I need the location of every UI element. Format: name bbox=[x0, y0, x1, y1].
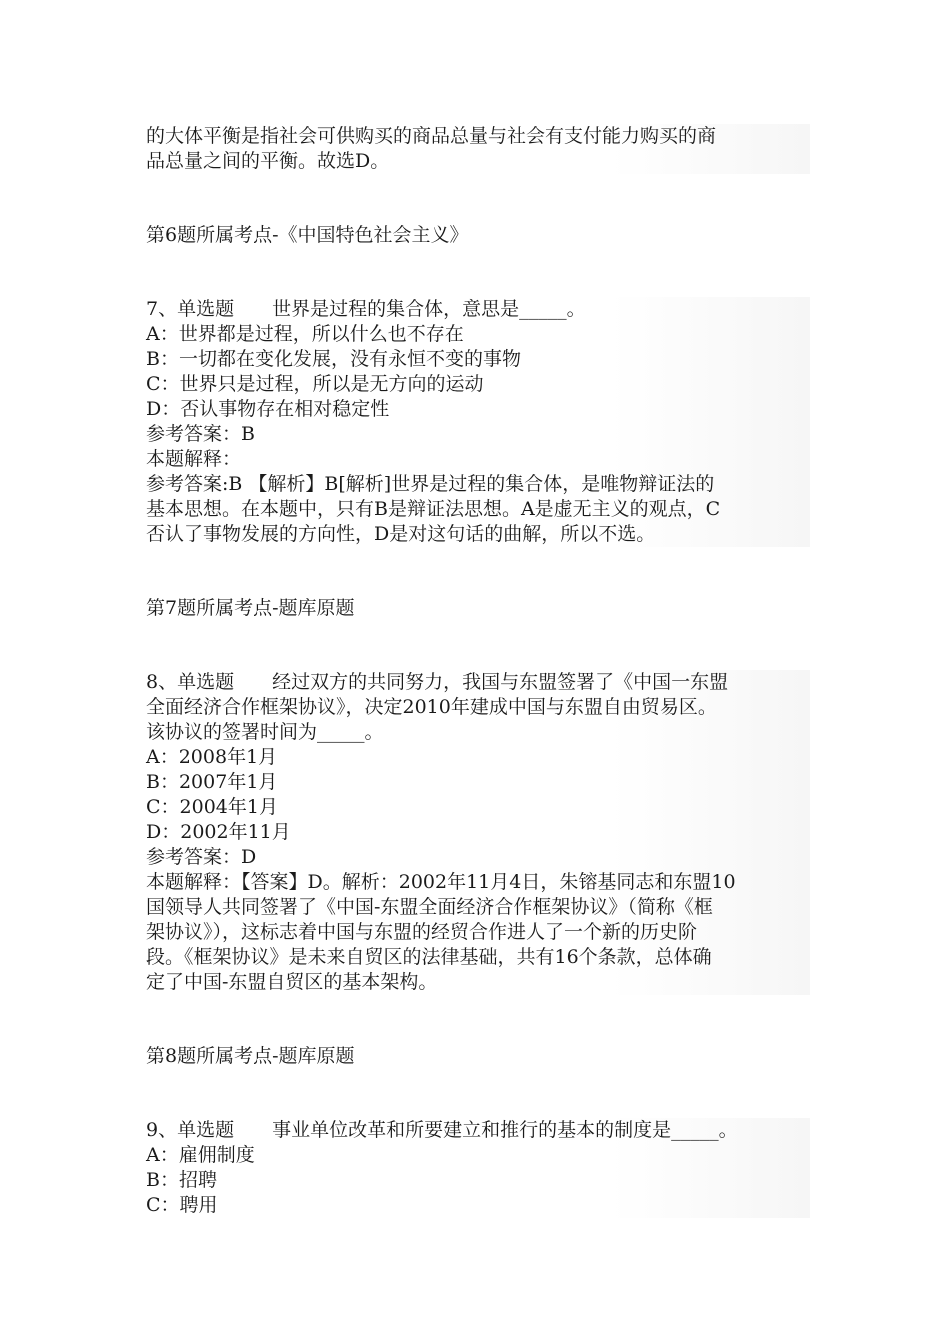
question-7 bbox=[146, 297, 810, 547]
option-b: B：2007年1月 bbox=[146, 770, 810, 795]
option-b: B：招聘 bbox=[146, 1168, 810, 1193]
question-stem: 8、单选题 经过双方的共同努力，我国与东盟签署了《中国一东盟 bbox=[146, 670, 810, 695]
intro-paragraph bbox=[146, 124, 810, 174]
question-8 bbox=[146, 670, 810, 995]
topic-8-heading: 第8题所属考点-题库原题 bbox=[146, 1045, 355, 1067]
option-a: A：雇佣制度 bbox=[146, 1143, 810, 1168]
option-a: A：世界都是过程，所以什么也不存在 bbox=[146, 322, 810, 347]
option-d: D：2002年11月 bbox=[146, 820, 810, 845]
explain-line: 架协议》），这标志着中国与东盟的经贸合作进人了一个新的历史阶 bbox=[146, 920, 810, 945]
text-line: 品总量之间的平衡。故选D。 bbox=[146, 149, 810, 174]
option-a: A：2008年1月 bbox=[146, 745, 810, 770]
option-c: C：聘用 bbox=[146, 1193, 810, 1218]
explain-line: 段。《框架协议》是未来自贸区的法律基础，共有16个条款，总体确 bbox=[146, 945, 810, 970]
explain-line: 否认了事物发展的方向性，D是对这句话的曲解，所以不选。 bbox=[146, 522, 810, 547]
question-stem: 9、单选题 事业单位改革和所要建立和推行的基本的制度是_____。 bbox=[146, 1118, 810, 1143]
question-9 bbox=[146, 1118, 810, 1218]
option-b: B：一切都在变化发展，没有永恒不变的事物 bbox=[146, 347, 810, 372]
question-stem: 该协议的签署时间为_____。 bbox=[146, 720, 810, 745]
explain-label: 本题解释： bbox=[146, 447, 810, 472]
text-line: 的大体平衡是指社会可供购买的商品总量与社会有支付能力购买的商 bbox=[146, 124, 810, 149]
explain-line: 基本思想。在本题中，只有B是辩证法思想。A是虚无主义的观点，C bbox=[146, 497, 810, 522]
answer: 参考答案：B bbox=[146, 422, 810, 447]
option-c: C：世界只是过程，所以是无方向的运动 bbox=[146, 372, 810, 397]
topic-6-heading: 第6题所属考点-《中国特色社会主义》 bbox=[146, 224, 469, 246]
explain-line: 定了中国-东盟自贸区的基本架构。 bbox=[146, 970, 810, 995]
option-c: C：2004年1月 bbox=[146, 795, 810, 820]
question-stem: 全面经济合作框架协议》，决定2010年建成中国与东盟自由贸易区。 bbox=[146, 695, 810, 720]
topic-7-heading: 第7题所属考点-题库原题 bbox=[146, 597, 355, 619]
option-d: D：否认事物存在相对稳定性 bbox=[146, 397, 810, 422]
explain-line: 参考答案:B 【解析】B[解析]世界是过程的集合体，是唯物辩证法的 bbox=[146, 472, 810, 497]
answer: 参考答案：D bbox=[146, 845, 810, 870]
question-stem: 7、单选题 世界是过程的集合体，意思是_____。 bbox=[146, 297, 810, 322]
explain-line: 本题解释：【答案】D。解析：2002年11月4日，朱镕基同志和东盟10 bbox=[146, 870, 810, 895]
explain-line: 国领导人共同签署了《中国-东盟全面经济合作框架协议》（简称《框 bbox=[146, 895, 810, 920]
page-content bbox=[146, 124, 810, 1218]
